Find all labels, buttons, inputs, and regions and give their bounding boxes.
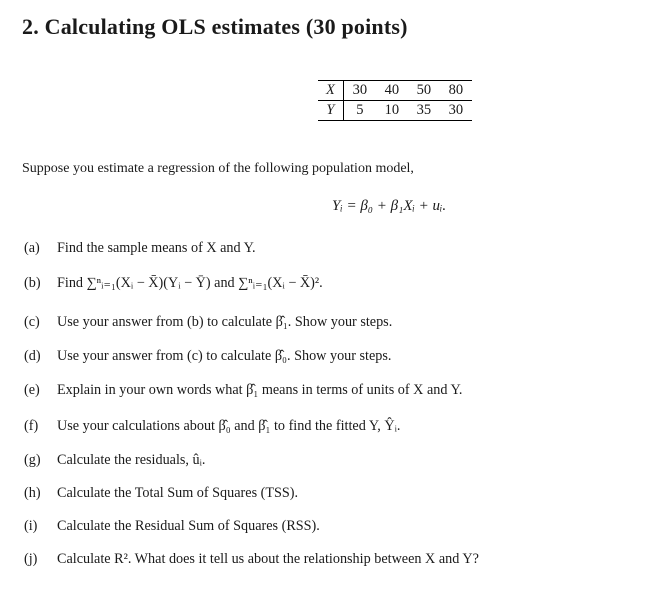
list-item: [24, 485, 298, 502]
item-text: Calculate the Total Sum of Squares (TSS).: [57, 485, 299, 501]
list-item: [24, 275, 323, 292]
table-cell: 50: [408, 81, 440, 101]
item-text: Use your answer from (b) to calculate β̂₁. Show your steps.: [57, 314, 393, 330]
table-cell: 5: [343, 101, 376, 121]
item-label: (b): [24, 275, 41, 291]
item-text: Calculate the residuals, ûᵢ.: [57, 452, 206, 468]
intro-text: Suppose you estimate a regression of the following population model,: [22, 161, 414, 176]
item-text: Calculate R². What does it tell us about the relationship between X and Y?: [57, 551, 479, 567]
item-text: Use your answer from (c) to calculate β̂₀. Show your steps.: [57, 348, 392, 364]
table-cell: 30: [440, 101, 472, 121]
item-label: (j): [24, 551, 38, 567]
item-label: (d): [24, 348, 41, 364]
list-item: [24, 452, 205, 469]
item-label: (e): [24, 382, 40, 398]
item-text: Use your calculations about β̂₀ and β̂₁ to find the fitted Y, Ŷᵢ.: [57, 418, 401, 434]
item-label: (c): [24, 314, 40, 330]
table-row: [318, 101, 472, 121]
list-item: [24, 240, 256, 257]
item-label: (a): [24, 240, 40, 256]
list-item: [24, 418, 400, 435]
list-item: [24, 382, 462, 399]
model-equation: Yᵢ = β₀ + β₁Xᵢ + uᵢ.: [332, 198, 447, 214]
table-cell: 35: [408, 101, 440, 121]
item-label: (i): [24, 518, 38, 534]
table-cell: 10: [376, 101, 408, 121]
list-item: [24, 348, 391, 365]
table-row: [318, 81, 472, 101]
list-item: [24, 314, 392, 331]
item-label: (g): [24, 452, 41, 468]
item-label: (h): [24, 485, 41, 501]
list-item: [24, 518, 320, 535]
item-text: Calculate the Residual Sum of Squares (RSS).: [57, 518, 320, 534]
table-cell: 30: [343, 81, 376, 101]
item-label: (f): [24, 418, 39, 434]
section-heading: 2. Calculating OLS estimates (30 points): [22, 14, 408, 39]
table-cell: 40: [376, 81, 408, 101]
data-table: [318, 80, 472, 121]
table-cell: 80: [440, 81, 472, 101]
item-text: Find the sample means of X and Y.: [57, 240, 256, 256]
row-label: Y: [318, 101, 343, 121]
row-label: X: [318, 81, 343, 101]
item-text: Explain in your own words what β̂₁ means in terms of units of X and Y.: [57, 382, 463, 398]
list-item: [24, 551, 479, 568]
item-text: Find ∑ⁿᵢ₌₁(Xᵢ − X̄)(Yᵢ − Ȳ) and ∑ⁿᵢ₌₁(Xᵢ − X̄)².: [57, 275, 323, 291]
